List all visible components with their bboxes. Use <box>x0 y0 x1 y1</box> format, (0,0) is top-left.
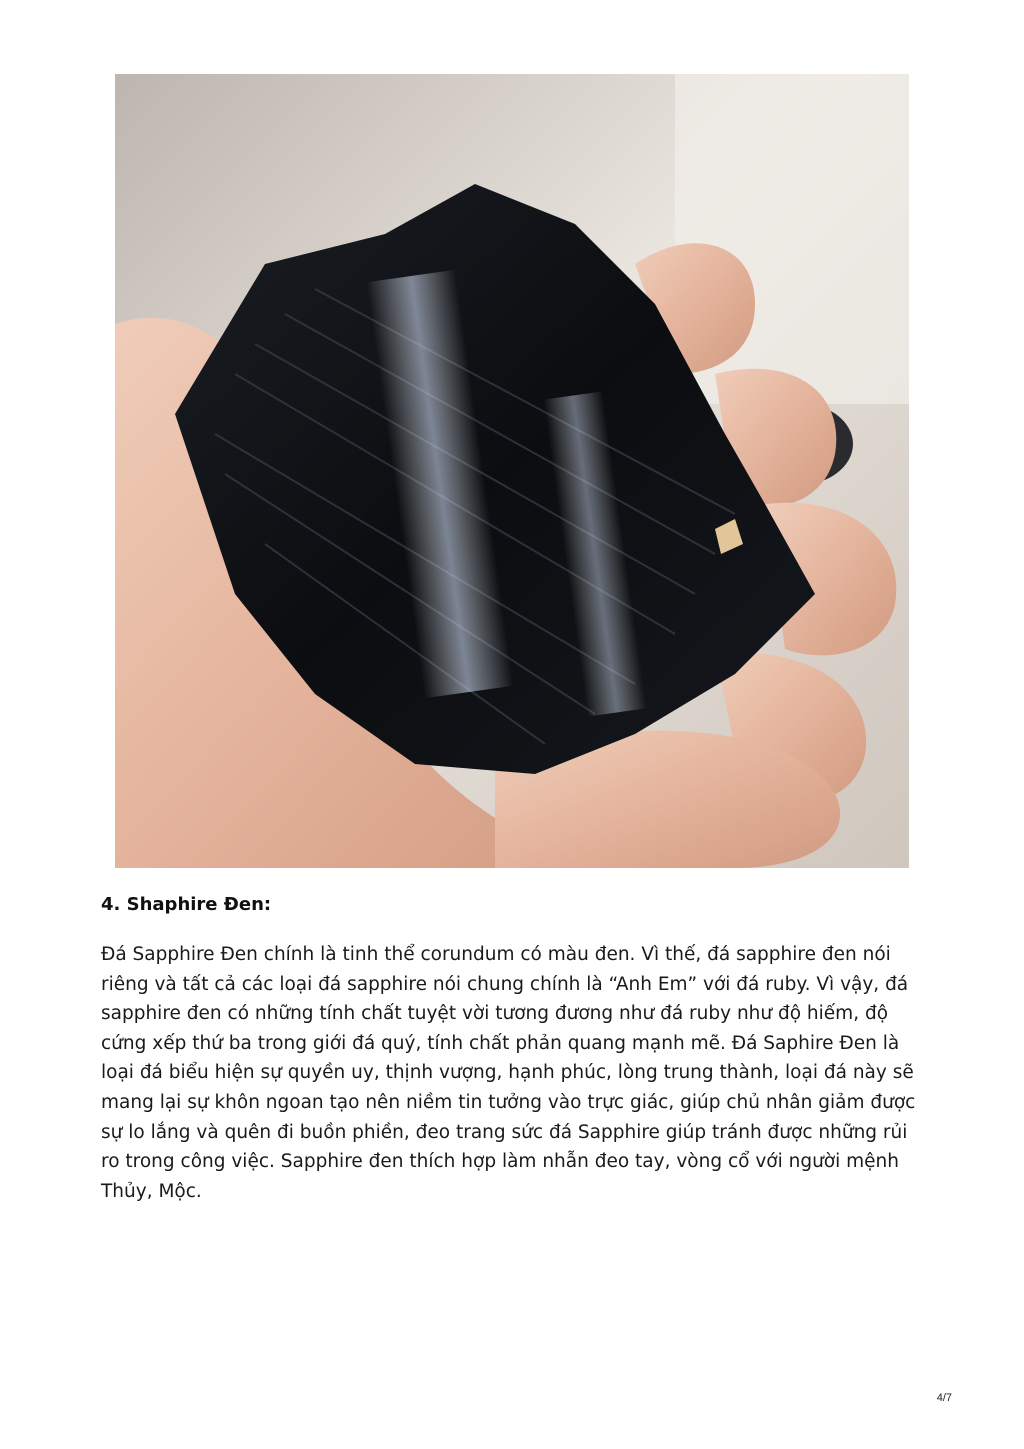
black-tourmaline-illustration <box>115 74 909 868</box>
page-number: 4/7 <box>936 1392 952 1404</box>
section-paragraph: Đá Sapphire Đen chính là tinh thể corundum có màu đen. Vì thế, đá sapphire đen nói riêng và tất cả các loại đá sapphire nói chung chính là “Anh Em” với đá ruby. Vì vậy, đá sapphire đen có những tính chất tuyệt vời tương đương như đá ruby như độ hiếm, độ cứng xếp thứ ba trong giới đá quý, tính chất phản quang mạnh mẽ. Đá Saphire Đen là loại đá biểu hiện sự quyền uy, thịnh vượng, hạnh phúc, lòng trung thành, loại đá này sẽ mang lại sự khôn ngoan tạo nên niềm tin tưởng vào trực giác, giúp chủ nhân giảm được sự lo lắng và quên đi buồn phiền, đeo trang sức đá Sapphire giúp tránh được những rủi ro trong công việc. Sapphire đen thích hợp làm nhẫn đeo tay, vòng cổ với người mệnh Thủy, Mộc. <box>101 944 916 1202</box>
crystal-photo <box>115 74 909 868</box>
section-heading: 4. Shaphire Đen: <box>101 894 272 915</box>
